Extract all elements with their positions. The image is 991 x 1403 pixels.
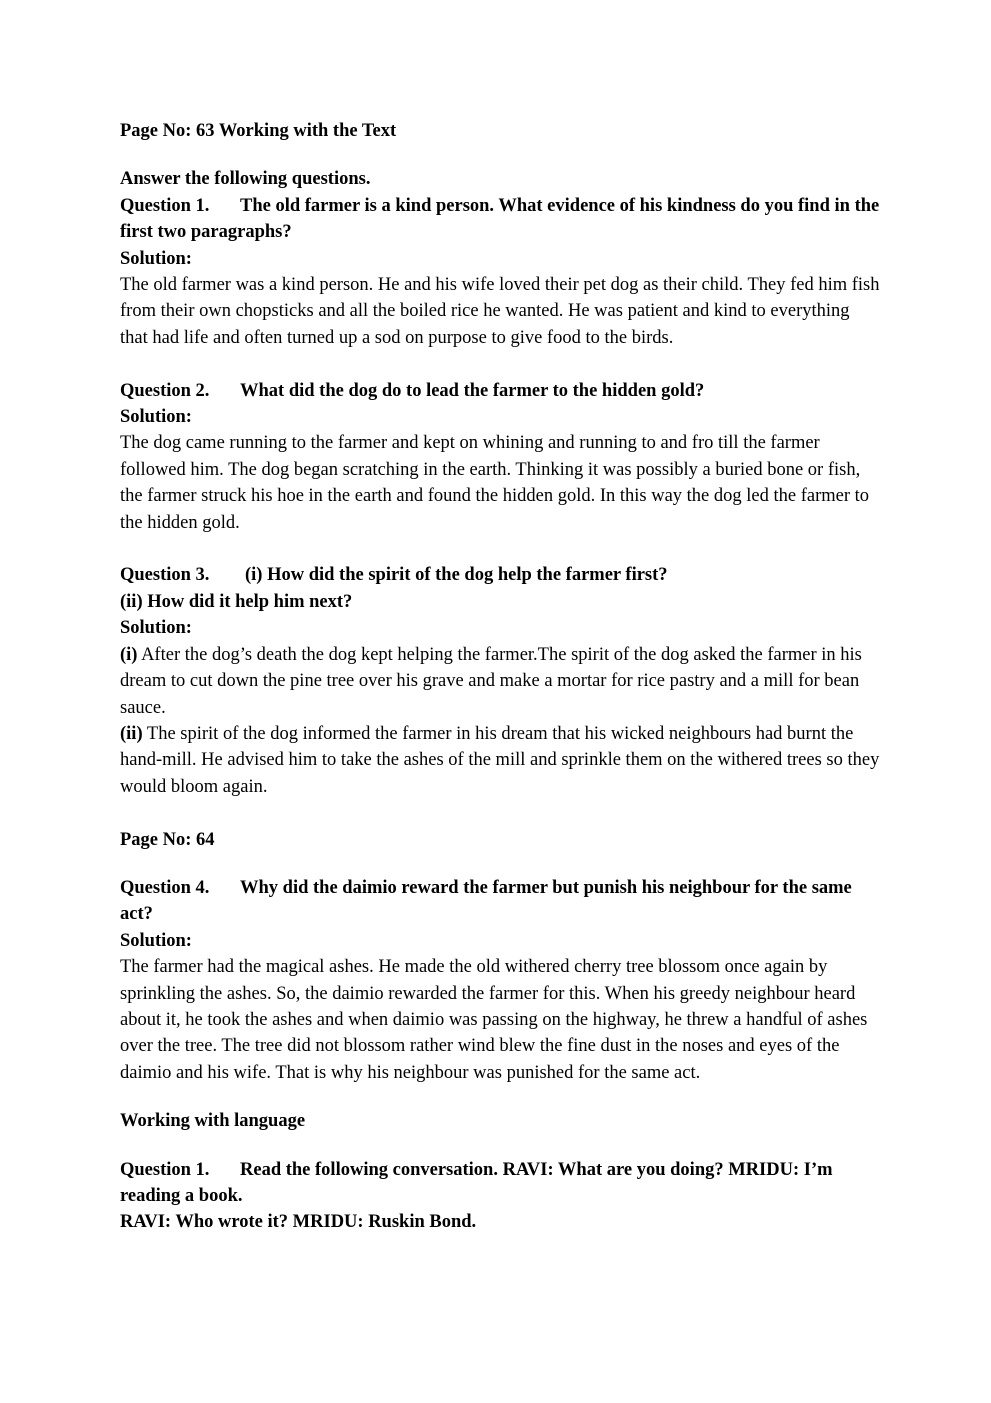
- answer-3-i-marker: (i): [120, 644, 138, 665]
- question-2-label: Question 2.: [120, 380, 210, 401]
- language-question-1-line2: RAVI: Who wrote it? MRIDU: Ruskin Bond.: [120, 1212, 477, 1233]
- question-1-text: The old farmer is a kind person. What evidence of his kindness do you find in the first two paragraphs?: [120, 195, 880, 243]
- solution-label: Solution:: [120, 930, 192, 951]
- question-1-label: Question 1.: [120, 195, 210, 216]
- answer-1: The old farmer was a kind person. He and his wife loved their pet dog as their child. They fed him fish from their own chopsticks and all the boiled rice he wanted. He was patient and kind to everything that had life and often turned up a sod on purpose to give food to the birds.: [120, 275, 880, 348]
- question-2: [120, 378, 880, 404]
- page-heading-64: Page No: 64: [120, 829, 215, 850]
- answer-3-i: [120, 642, 880, 721]
- answer-3-ii: [120, 721, 880, 800]
- question-4: [120, 875, 880, 928]
- page-heading-63: Page No: 63 Working with the Text: [120, 121, 397, 141]
- question-2-text: What did the dog do to lead the farmer to the hidden gold?: [240, 380, 705, 401]
- answer-3-ii-marker: (ii): [120, 723, 143, 744]
- answer-3-i-text: After the dog’s death the dog kept helping the farmer.The spirit of the dog asked the farmer in his dream to cut down the pine tree over his grave and make a mortar for rice pastry and a mill for bean sauce.: [120, 644, 862, 718]
- language-question-1: [120, 1157, 880, 1210]
- question-4-text: Why did the daimio reward the farmer but punish his neighbour for the same act?: [120, 877, 852, 925]
- answer-3-ii-text: The spirit of the dog informed the farmer in his dream that his wicked neighbours had burnt the hand-mill. He advised him to take the ashes of the mill and sprinkle them on the withered trees so they would bloom again.: [120, 723, 880, 797]
- question-3-text-ii: (ii) How did it help him next?: [120, 591, 353, 612]
- question-3-text-i: (i) How did the spirit of the dog help the farmer first?: [245, 565, 668, 586]
- question-3: [120, 562, 880, 588]
- language-question-1-label: Question 1.: [120, 1159, 210, 1180]
- language-question-1-text: Read the following conversation. RAVI: What are you doing? MRIDU: I’m reading a book.: [120, 1159, 833, 1206]
- solution-label: Solution:: [120, 248, 192, 269]
- answer-2: The dog came running to the farmer and kept on whining and running to and fro till the farmer followed him. The dog began scratching in the earth. Thinking it was possibly a buried bone or fish, the farmer struck his hoe in the earth and found the hidden gold. In this way the dog led the farmer to the hidden gold.: [120, 433, 870, 533]
- solution-label: Solution:: [120, 407, 192, 428]
- instruction: Answer the following questions.: [120, 169, 371, 190]
- answer-4: The farmer had the magical ashes. He made the old withered cherry tree blossom once again by sprinkling the ashes. So, the daimio rewarded the farmer for this. When his greedy neighbour heard about it, he took the ashes and when daimio was passing on the highway, he threw a handful of ashes over the tree. The tree did not blossom rather wind blew the fine dust in the noses and eyes of the daimio and his wife. That is why his neighbour was punished for the same act.: [120, 957, 868, 1083]
- language-heading: Working with language: [120, 1111, 306, 1132]
- question-1: [120, 193, 880, 246]
- question-3-label: Question 3.: [120, 565, 210, 586]
- solution-label: Solution:: [120, 618, 192, 639]
- document-page: [120, 118, 880, 1236]
- question-4-label: Question 4.: [120, 877, 210, 898]
